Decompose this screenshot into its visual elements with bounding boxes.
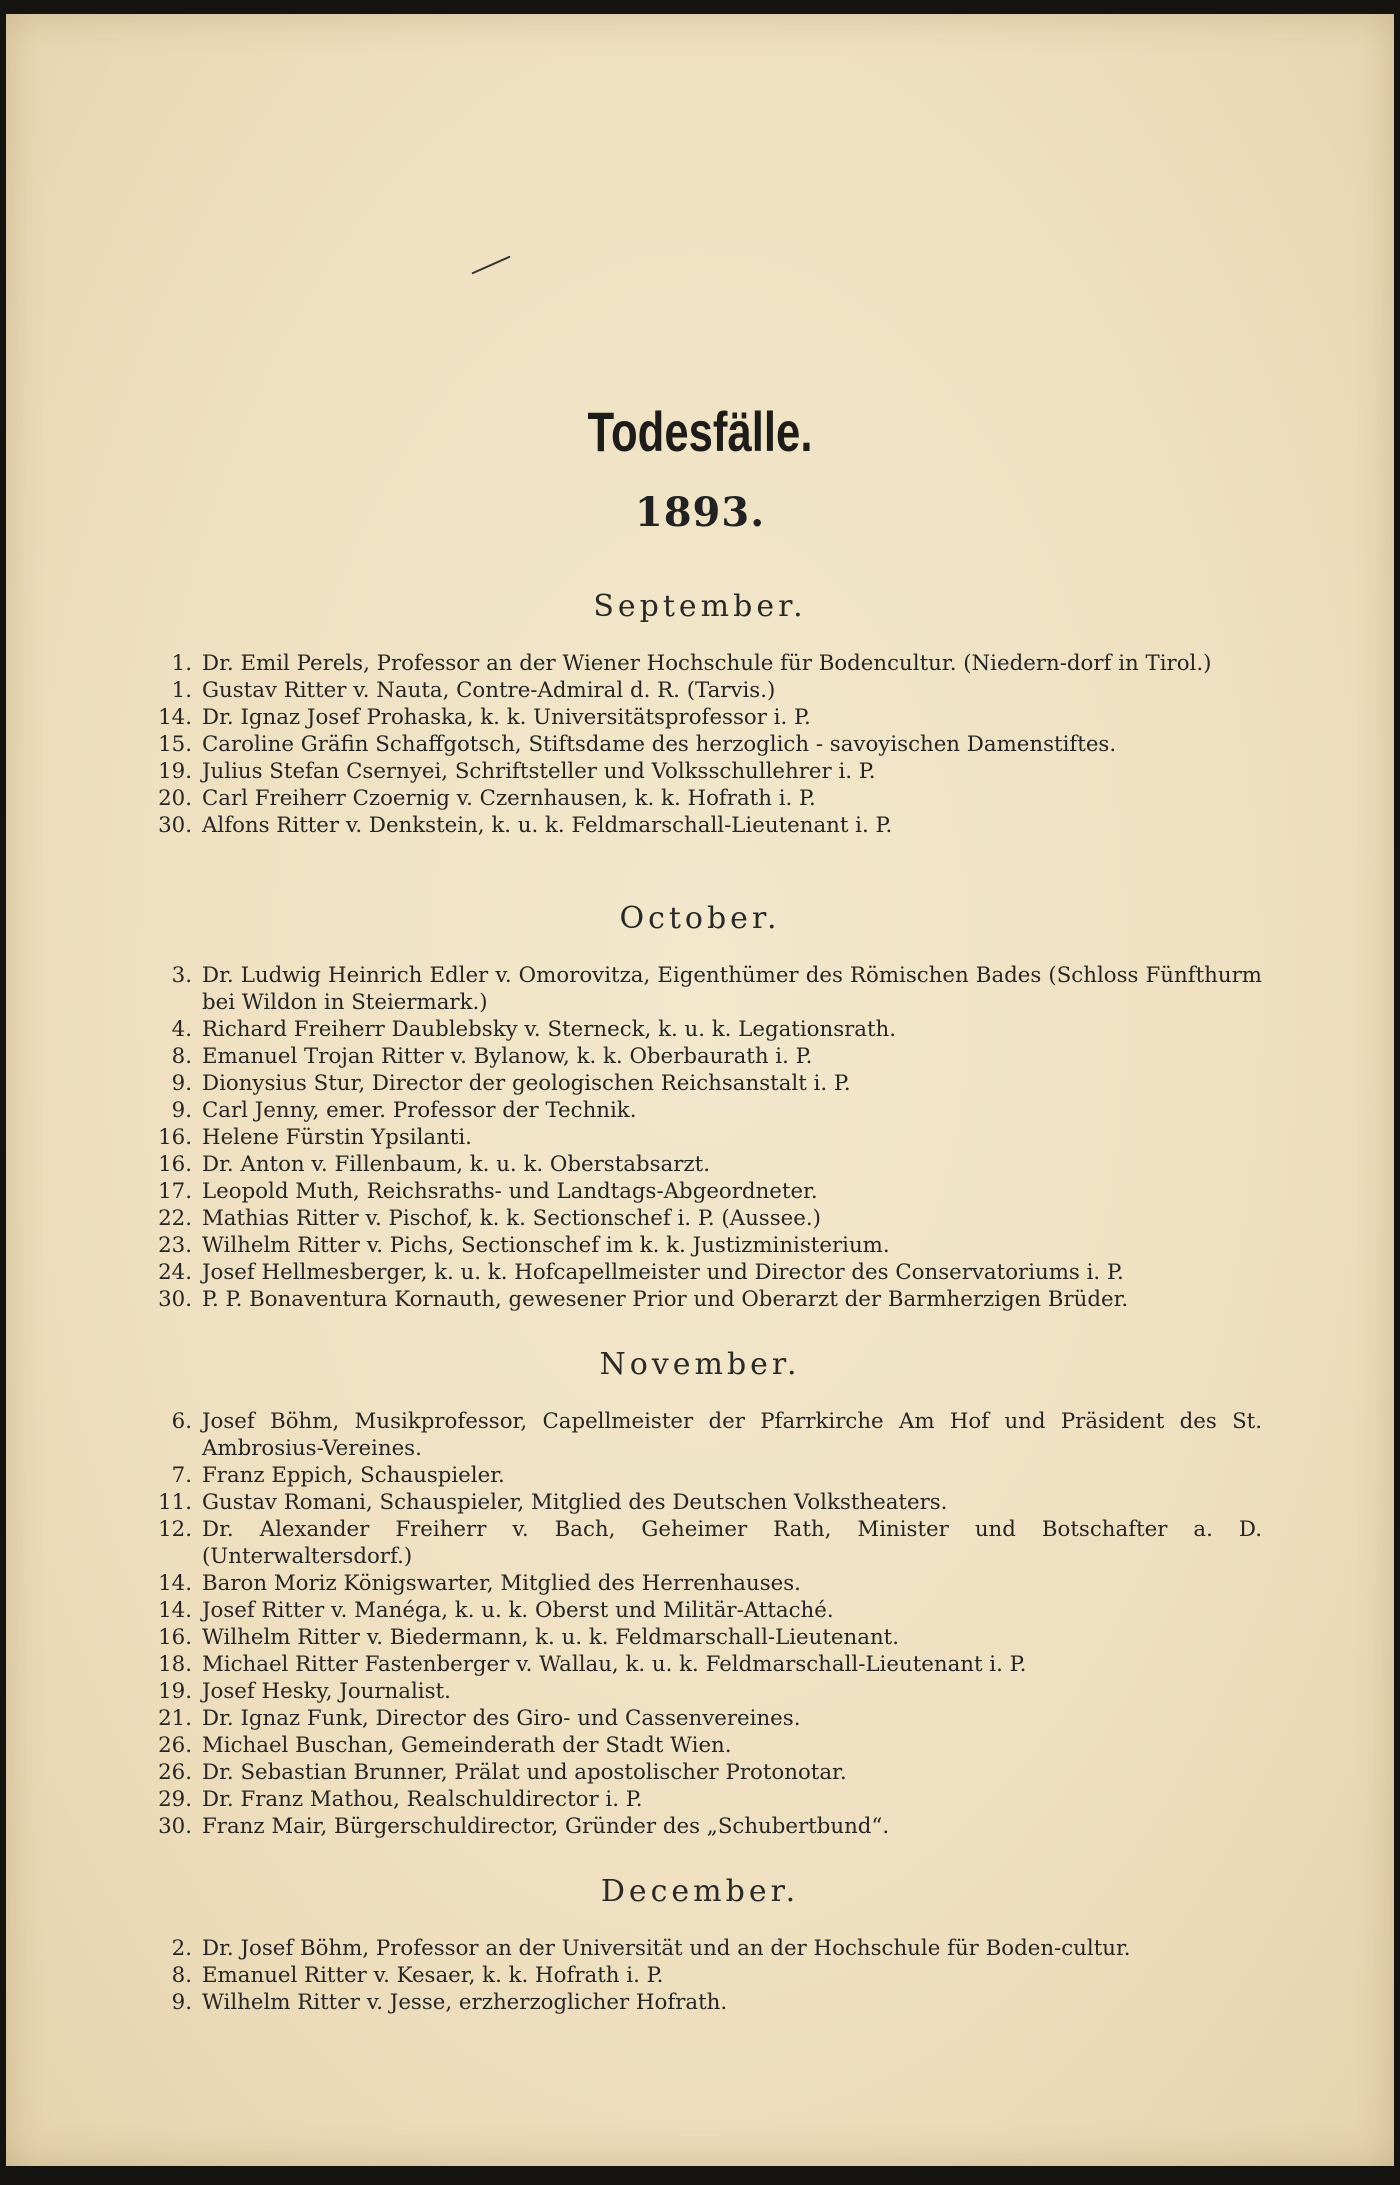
entry-day: 6. [171,1409,192,1434]
entry-text: Dr. Ignaz Josef Prohaska, k. k. Universitätsprofessor i. P. [202,705,811,730]
entry [6,812,1394,839]
entry-text: Josef Ritter v. Manéga, k. u. k. Oberst und Militär-Attaché. [202,1598,834,1623]
entry-text: Michael Buschan, Gemeinderath der Stadt Wien. [202,1733,732,1758]
entry-day: 8. [171,1963,192,1988]
entry [6,1935,1394,1962]
entry-day: 1. [171,651,192,676]
entry [6,1516,1394,1570]
entry-text: Dr. Emil Perels, Professor an der Wiener Hochschule für Bodencultur. (Niedern-dorf in Tirol.) [202,651,1212,676]
entry-day: 19. [158,1679,192,1704]
entry-day: 30. [158,1287,192,1312]
entry-day: 20. [158,786,192,811]
entry-text: Dionysius Stur, Director der geologischen Reichsanstalt i. P. [202,1071,851,1096]
entry-day: 16. [158,1125,192,1150]
entry-text: Dr. Franz Mathou, Realschuldirector i. P. [202,1787,643,1812]
entry-day: 9. [171,1098,192,1123]
entry-day: 30. [158,813,192,838]
pencil-mark [471,256,510,275]
entry [6,1732,1394,1759]
entry [6,1151,1394,1178]
entry-day: 12. [158,1517,192,1542]
entry [6,1678,1394,1705]
entry [6,1651,1394,1678]
entry-day: 18. [158,1652,192,1677]
entry-day: 4. [171,1017,192,1042]
entry-day: 3. [171,963,192,988]
entry-text: Wilhelm Ritter v. Biedermann, k. u. k. Feldmarschall-Lieutenant. [202,1625,899,1650]
entry [6,1286,1394,1313]
entry-day: 14. [158,1571,192,1596]
entry-text: Dr. Alexander Freiherr v. Bach, Geheimer Rath, Minister und Botschafter a. D. (Unterwaltersdorf.) [202,1517,1262,1569]
entry-day: 17. [158,1179,192,1204]
entry [6,1462,1394,1489]
section-september [6,586,1394,839]
entry-text: Dr. Ignaz Funk, Director des Giro- und Cassenvereines. [202,1706,801,1731]
section-november [6,1344,1394,1840]
entry-day: 15. [158,732,192,757]
entry-day: 14. [158,705,192,730]
entry-day: 19. [158,759,192,784]
entry-day: 29. [158,1787,192,1812]
entry-text: Carl Freiherr Czoernig v. Czernhausen, k. k. Hofrath i. P. [202,786,816,811]
entry-day: 26. [158,1733,192,1758]
month-heading: September. [593,589,807,624]
entry-day: 1. [171,678,192,703]
entry-text: Dr. Ludwig Heinrich Edler v. Omorovitza, Eigenthümer des Römischen Bades (Schloss Fünfthurm bei Wildon in Steiermark.) [202,963,1262,1015]
entry [6,1786,1394,1813]
entry-day: 2. [171,1936,192,1961]
entry [6,1570,1394,1597]
page-year: 1893. [634,489,766,536]
entry-text: Dr. Sebastian Brunner, Prälat und apostolischer Protonotar. [202,1760,847,1785]
entry [6,1097,1394,1124]
entry [6,1962,1394,1989]
entry [6,1070,1394,1097]
entry [6,1016,1394,1043]
entry-text: Richard Freiherr Daublebsky v. Sterneck, k. u. k. Legationsrath. [202,1017,897,1042]
entry [6,962,1394,1016]
entry-text: Helene Fürstin Ypsilanti. [202,1125,472,1150]
section-october [6,898,1394,1313]
entry-text: Julius Stefan Csernyei, Schriftsteller und Volksschullehrer i. P. [202,759,876,784]
entry-text: Josef Hesky, Journalist. [202,1679,451,1704]
entry-text: Dr. Josef Böhm, Professor an der Universität und an der Hochschule für Boden-cultur. [202,1936,1131,1961]
entry [6,1178,1394,1205]
entry-text: Carl Jenny, emer. Professor der Technik. [202,1098,637,1123]
entry-text: Alfons Ritter v. Denkstein, k. u. k. Feldmarschall-Lieutenant i. P. [202,813,893,838]
entry-day: 24. [158,1260,192,1285]
entry-text: Wilhelm Ritter v. Pichs, Sectionschef im k. k. Justizministerium. [202,1233,890,1258]
entry-day: 8. [171,1044,192,1069]
entry [6,1408,1394,1462]
entry [6,677,1394,704]
entry-text: Emanuel Ritter v. Kesaer, k. k. Hofrath i. P. [202,1963,664,1988]
month-heading: December. [600,1874,800,1909]
entry [6,1989,1394,2016]
entry-text: Wilhelm Ritter v. Jesse, erzherzoglicher Hofrath. [202,1990,728,2015]
month-heading: November. [599,1347,801,1382]
entry-day: 21. [158,1706,192,1731]
entry-text: Caroline Gräfin Schaffgotsch, Stiftsdame des herzoglich - savoyischen Damenstiftes. [202,732,1117,757]
entry [6,731,1394,758]
entry [6,1489,1394,1516]
entry-day: 16. [158,1625,192,1650]
entry [6,1205,1394,1232]
entry-day: 7. [171,1463,192,1488]
month-heading: October. [619,901,781,936]
entry-text: Franz Mair, Bürgerschuldirector, Gründer des „Schubertbund“. [202,1814,890,1839]
entry-text: Baron Moriz Königswarter, Mitglied des Herrenhauses. [202,1571,801,1596]
entry [6,1813,1394,1840]
entry [6,1232,1394,1259]
entry-text: P. P. Bonaventura Kornauth, gewesener Prior und Oberarzt der Barmherzigen Brüder. [202,1287,1129,1312]
entry-day: 9. [171,1071,192,1096]
entry-text: Emanuel Trojan Ritter v. Bylanow, k. k. Oberbaurath i. P. [202,1044,813,1069]
entry-text: Leopold Muth, Reichsraths- und Landtags-Abgeordneter. [202,1179,818,1204]
entry-day: 9. [171,1990,192,2015]
entry-text: Gustav Romani, Schauspieler, Mitglied des Deutschen Volkstheaters. [202,1490,948,1515]
entry [6,1043,1394,1070]
entry-day: 14. [158,1598,192,1623]
entry-text: Gustav Ritter v. Nauta, Contre-Admiral d. R. (Tarvis.) [202,678,776,703]
entry-text: Mathias Ritter v. Pischof, k. k. Sectionschef i. P. (Aussee.) [202,1206,821,1231]
entry-text: Michael Ritter Fastenberger v. Wallau, k. u. k. Feldmarschall-Lieutenant i. P. [202,1652,1027,1677]
entry [6,1624,1394,1651]
page-title: Todesfälle. [587,400,813,463]
entry-day: 30. [158,1814,192,1839]
section-december [6,1871,1394,2016]
entry-text: Josef Hellmesberger, k. u. k. Hofcapellmeister und Director des Conservatoriums i. P. [202,1260,1124,1285]
entry [6,704,1394,731]
entry-day: 23. [158,1233,192,1258]
entry [6,758,1394,785]
entry-day: 11. [158,1490,192,1515]
entry-day: 26. [158,1760,192,1785]
entry [6,1259,1394,1286]
entry [6,1124,1394,1151]
entry [6,650,1394,677]
entry-text: Franz Eppich, Schauspieler. [202,1463,505,1488]
entry-day: 22. [158,1206,192,1231]
entry-text: Josef Böhm, Musikprofessor, Capellmeister der Pfarrkirche Am Hof und Präsident des St. Ambrosius-Vereines. [202,1409,1262,1461]
entry [6,1705,1394,1732]
entry [6,1597,1394,1624]
entry-day: 16. [158,1152,192,1177]
document-page [6,14,1394,2166]
entry [6,785,1394,812]
entry-text: Dr. Anton v. Fillenbaum, k. u. k. Oberstabsarzt. [202,1152,710,1177]
entry [6,1759,1394,1786]
